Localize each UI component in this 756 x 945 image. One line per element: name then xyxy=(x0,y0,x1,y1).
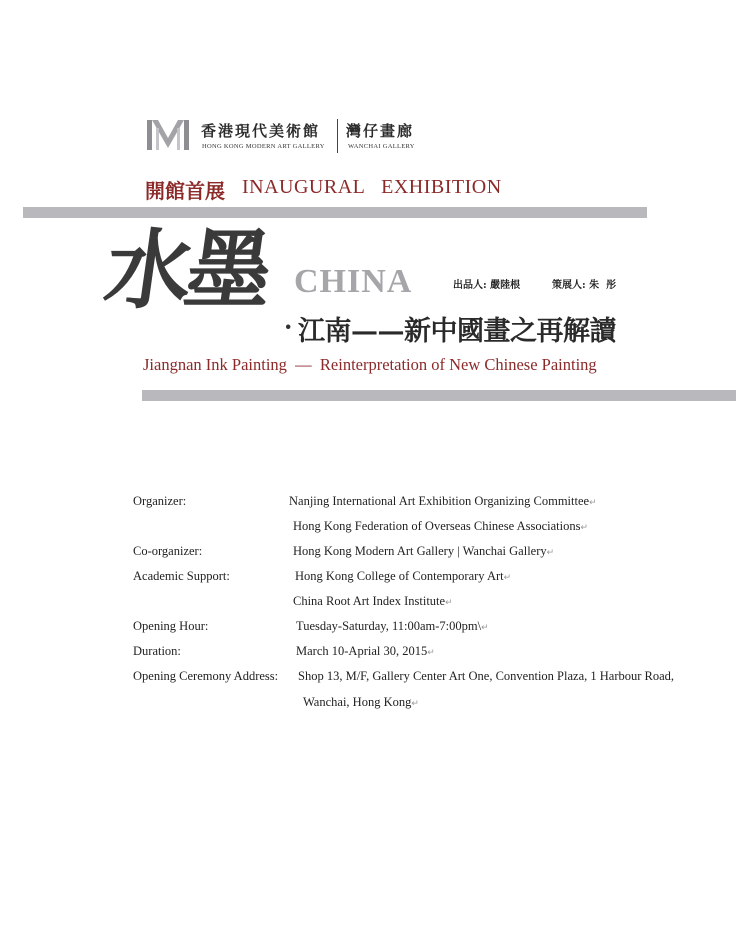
address-text-2: Wanchai, Hong Kong xyxy=(303,695,412,709)
organizer-text-2: Hong Kong Federation of Overseas Chinese Associations xyxy=(293,519,581,533)
paragraph-mark: ↵ xyxy=(445,597,453,607)
m-logo-icon xyxy=(146,118,190,152)
paragraph-mark: ↵ xyxy=(427,647,435,657)
organizer-value-2 xyxy=(293,519,588,534)
paragraph-mark: ↵ xyxy=(580,522,588,532)
china-word: CHINA xyxy=(294,263,413,300)
duration-text: March 10-Aprial 30, 2015 xyxy=(296,644,428,658)
duration-value xyxy=(296,644,435,659)
duration-label: Duration: xyxy=(133,644,181,658)
organizer-value-1 xyxy=(289,494,597,509)
address-value-2 xyxy=(303,695,419,710)
paragraph-mark: ↵ xyxy=(546,547,555,557)
hours-value xyxy=(296,619,489,634)
bottom-gray-bar xyxy=(142,390,736,401)
gallery-name-en: WANCHAI GALLERY xyxy=(348,143,415,150)
top-gray-bar xyxy=(23,207,647,218)
coorganizer-label: Co-organizer: xyxy=(133,544,203,558)
ink-calligraphy-title: 水墨 xyxy=(98,220,274,321)
hours-text: Tuesday-Saturday, 11:00am-7:00pm\ xyxy=(296,619,482,633)
coorganizer-text: Hong Kong Modern Art Gallery | Wanchai Gallery xyxy=(293,544,547,558)
museum-name-en: HONG KONG MODERN ART GALLERY xyxy=(202,143,325,150)
academic-value-1 xyxy=(295,569,511,584)
subtitle-en: Jiangnan Ink Painting — Reinterpretation of New Chinese Painting xyxy=(143,355,597,374)
address-value-1: Shop 13, M/F, Gallery Center Art One, Convention Plaza, 1 Harbour Road, xyxy=(298,669,675,683)
inaugural-title-en: INAUGURAL EXHIBITION xyxy=(242,176,502,198)
paragraph-mark: ↵ xyxy=(481,622,489,632)
producer-credit: 出品人: 嚴陸根 xyxy=(453,280,521,291)
paragraph-mark: ↵ xyxy=(503,572,512,582)
curator-credit: 策展人: 朱 彤 xyxy=(552,280,617,291)
subtitle-cn: 江南——新中國畫之再解讀 xyxy=(298,316,616,347)
paragraph-mark: ↵ xyxy=(411,698,419,708)
hours-label: Opening Hour: xyxy=(133,619,209,633)
paragraph-mark: ↵ xyxy=(589,497,597,507)
academic-text-2: China Root Art Index Institute xyxy=(293,594,446,608)
gallery-name-cn: 灣仔畫廊 xyxy=(346,122,415,140)
organizer-text-1: Nanjing International Art Exhibition Organizing Committee xyxy=(289,494,590,508)
academic-value-2 xyxy=(293,594,453,609)
academic-label: Academic Support: xyxy=(133,569,230,583)
academic-text-1: Hong Kong College of Contemporary Art xyxy=(295,569,504,583)
title-separator-dot: · xyxy=(284,312,293,341)
inaugural-title-cn: 開館首展 xyxy=(145,179,225,203)
museum-name-cn: 香港現代美術館 xyxy=(201,122,321,140)
coorganizer-value xyxy=(293,544,554,559)
organizer-label: Organizer: xyxy=(133,494,187,508)
logo-divider xyxy=(337,119,338,153)
address-label: Opening Ceremony Address: xyxy=(133,669,279,683)
